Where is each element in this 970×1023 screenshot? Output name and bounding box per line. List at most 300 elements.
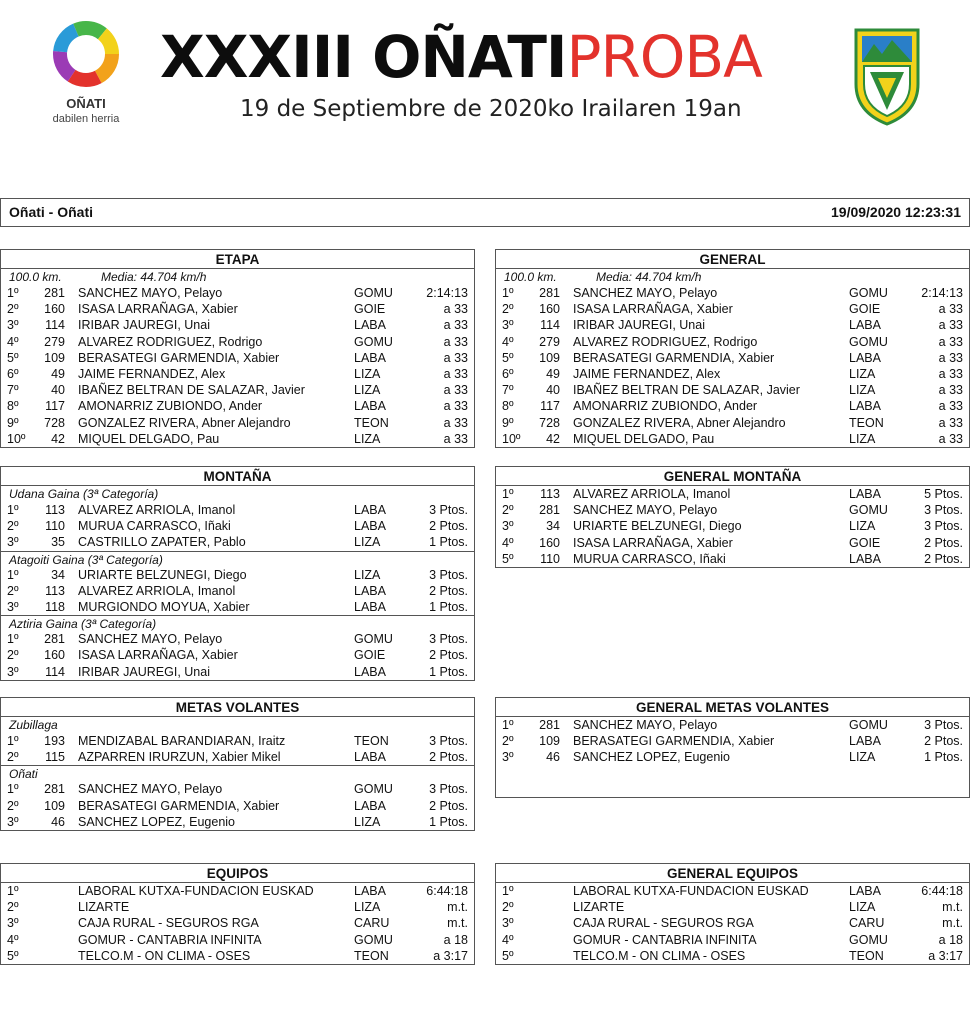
row-team: LIZA bbox=[849, 519, 876, 534]
row-value: a 33 bbox=[443, 399, 468, 414]
row-team: LIZA bbox=[849, 900, 876, 915]
row-value: a 33 bbox=[443, 415, 468, 430]
onati-logo-tag: dabilen herria bbox=[52, 113, 120, 125]
table-row bbox=[496, 749, 969, 765]
row-position: 3º bbox=[502, 318, 514, 333]
row-position: 2º bbox=[502, 302, 514, 317]
row-position: 1º bbox=[502, 884, 514, 898]
table-row bbox=[1, 415, 474, 431]
row-value: a 33 bbox=[443, 302, 468, 317]
row-name: MURUA CARRASCO, Iñaki bbox=[573, 551, 726, 566]
race-title bbox=[160, 22, 840, 92]
table-row bbox=[1, 301, 474, 317]
row-bib-number: 109 bbox=[44, 798, 65, 813]
general-distance: 100.0 km. bbox=[504, 270, 557, 284]
table-row bbox=[1, 948, 474, 964]
etapa-table bbox=[0, 249, 475, 448]
row-name: MIQUEL DELGADO, Pau bbox=[573, 431, 715, 446]
row-value: a 33 bbox=[938, 334, 963, 349]
onati-logo bbox=[46, 18, 126, 133]
row-bib-number: 49 bbox=[546, 366, 560, 381]
row-bib-number: 34 bbox=[546, 519, 560, 534]
row-position: 1º bbox=[502, 487, 514, 501]
row-team: LIZA bbox=[849, 431, 876, 446]
row-value: 3 Ptos. bbox=[429, 632, 468, 647]
row-position: 2º bbox=[7, 302, 19, 317]
onati-ring-icon bbox=[50, 18, 122, 90]
row-team: LABA bbox=[354, 599, 386, 614]
row-value: m.t. bbox=[447, 900, 468, 915]
row-value: 3 Ptos. bbox=[924, 519, 963, 534]
row-position: 1º bbox=[502, 286, 514, 300]
row-team: TEON bbox=[354, 734, 389, 748]
row-team: LABA bbox=[354, 884, 386, 898]
row-name: CAJA RURAL - SEGUROS RGA bbox=[573, 916, 754, 931]
row-position: 1º bbox=[502, 718, 514, 732]
row-team: LABA bbox=[849, 350, 881, 365]
row-value: 1 Ptos. bbox=[429, 599, 468, 614]
row-team: LABA bbox=[849, 487, 881, 501]
table-row bbox=[496, 382, 969, 398]
row-position: 1º bbox=[7, 782, 19, 797]
row-bib-number: 109 bbox=[539, 350, 560, 365]
row-name: IBAÑEZ BELTRAN DE SALAZAR, Javier bbox=[573, 383, 800, 398]
row-team: LABA bbox=[354, 503, 386, 517]
row-name: ALVAREZ ARRIOLA, Imanol bbox=[573, 487, 731, 501]
row-team: TEON bbox=[849, 415, 884, 430]
row-value: 3 Ptos. bbox=[429, 734, 468, 748]
table-row bbox=[496, 733, 969, 749]
row-name: ALVAREZ RODRIGUEZ, Rodrigo bbox=[573, 334, 758, 349]
row-name: ALVAREZ ARRIOLA, Imanol bbox=[78, 583, 236, 598]
group-label: Udana Gaina (3ª Categoría) bbox=[9, 487, 159, 501]
row-team: GOMU bbox=[849, 932, 888, 947]
row-team: LABA bbox=[849, 399, 881, 414]
row-name: SANCHEZ MAYO, Pelayo bbox=[78, 286, 223, 300]
row-bib-number: 113 bbox=[45, 583, 65, 598]
row-position: 2º bbox=[7, 583, 19, 598]
row-position: 8º bbox=[7, 399, 19, 414]
row-name: SANCHEZ MAYO, Pelayo bbox=[573, 718, 718, 732]
row-team: GOIE bbox=[354, 648, 386, 663]
table-row bbox=[496, 317, 969, 333]
row-position: 2º bbox=[7, 750, 19, 765]
table-row bbox=[496, 932, 969, 948]
group-label: Zubillaga bbox=[9, 718, 58, 732]
row-name: ALVAREZ RODRIGUEZ, Rodrigo bbox=[78, 334, 263, 349]
row-value: m.t. bbox=[447, 916, 468, 931]
row-position: 5º bbox=[502, 551, 514, 566]
table-row bbox=[496, 915, 969, 931]
row-team: GOMU bbox=[849, 286, 888, 300]
table-row bbox=[1, 664, 474, 680]
row-name: IRIBAR JAUREGI, Unai bbox=[573, 318, 705, 333]
row-name: JAIME FERNANDEZ, Alex bbox=[78, 366, 226, 381]
montana-title: MONTAÑA bbox=[1, 467, 474, 486]
row-value: 6:44:18 bbox=[426, 884, 468, 898]
row-position: 5º bbox=[502, 948, 514, 963]
row-value: a 33 bbox=[938, 415, 963, 430]
row-team: LIZA bbox=[849, 383, 876, 398]
row-position: 3º bbox=[502, 916, 514, 931]
row-name: AZPARREN IRURZUN, Xabier Mikel bbox=[78, 750, 281, 765]
table-row bbox=[1, 567, 474, 583]
row-value: a 33 bbox=[938, 431, 963, 446]
row-position: 6º bbox=[7, 366, 19, 381]
row-position: 5º bbox=[7, 350, 19, 365]
row-value: 1 Ptos. bbox=[429, 664, 468, 679]
row-bib-number: 40 bbox=[546, 383, 560, 398]
etapa-distance: 100.0 km. bbox=[9, 270, 62, 284]
route-bar bbox=[0, 198, 970, 227]
row-name: TELCO.M - ON CLIMA - OSES bbox=[78, 948, 251, 963]
row-team: LABA bbox=[354, 318, 386, 333]
row-bib-number: 281 bbox=[539, 286, 560, 300]
row-team: LABA bbox=[354, 350, 386, 365]
row-position: 2º bbox=[7, 648, 19, 663]
row-value: 2 Ptos. bbox=[429, 519, 468, 534]
row-value: 5 Ptos. bbox=[924, 487, 963, 501]
general-equipos-title: GENERAL EQUIPOS bbox=[496, 864, 969, 883]
row-name: SANCHEZ MAYO, Pelayo bbox=[573, 503, 718, 518]
row-name: ISASA LARRAÑAGA, Xabier bbox=[573, 535, 733, 550]
row-name: ALVAREZ ARRIOLA, Imanol bbox=[78, 503, 236, 517]
row-name: LABORAL KUTXA-FUNDACION EUSKAD bbox=[78, 884, 314, 898]
row-value: a 33 bbox=[443, 318, 468, 333]
table-row bbox=[1, 334, 474, 350]
row-value: a 33 bbox=[938, 350, 963, 365]
equipos-table bbox=[0, 863, 475, 965]
race-date: 19 de Septiembre de 2020ko Irailaren 19an bbox=[240, 96, 742, 122]
row-name: MURUA CARRASCO, Iñaki bbox=[78, 519, 231, 534]
table-row bbox=[496, 334, 969, 350]
row-position: 7º bbox=[502, 383, 514, 398]
row-name: IRIBAR JAUREGI, Unai bbox=[78, 318, 210, 333]
row-value: 1 Ptos. bbox=[429, 535, 468, 550]
row-position: 5º bbox=[7, 948, 19, 963]
row-value: 2 Ptos. bbox=[924, 535, 963, 550]
row-name: GONZALEZ RIVERA, Abner Alejandro bbox=[78, 415, 291, 430]
row-bib-number: 40 bbox=[51, 383, 65, 398]
row-value: 3 Ptos. bbox=[429, 503, 468, 517]
row-position: 1º bbox=[7, 734, 19, 748]
row-position: 8º bbox=[502, 399, 514, 414]
row-value: a 33 bbox=[938, 302, 963, 317]
row-value: 3 Ptos. bbox=[429, 782, 468, 797]
table-row bbox=[1, 398, 474, 414]
row-bib-number: 118 bbox=[45, 599, 65, 614]
group-label: Aztiria Gaina (3ª Categoría) bbox=[1, 615, 474, 631]
row-value: 2 Ptos. bbox=[429, 750, 468, 765]
row-value: 2 Ptos. bbox=[429, 583, 468, 598]
row-bib-number: 42 bbox=[51, 431, 65, 446]
row-value: 2 Ptos. bbox=[429, 648, 468, 663]
table-row bbox=[496, 518, 969, 534]
row-bib-number: 110 bbox=[45, 519, 65, 534]
row-value: a 18 bbox=[938, 932, 963, 947]
row-name: GOMUR - CANTABRIA INFINITA bbox=[78, 932, 262, 947]
row-team: CARU bbox=[354, 916, 390, 931]
row-value: 3 Ptos. bbox=[924, 718, 963, 732]
table-row bbox=[1, 883, 474, 899]
row-name: BERASATEGI GARMENDIA, Xabier bbox=[573, 350, 775, 365]
row-position: 4º bbox=[502, 334, 514, 349]
row-value: 1 Ptos. bbox=[429, 814, 468, 829]
row-team: LIZA bbox=[354, 366, 381, 381]
row-name: GONZALEZ RIVERA, Abner Alejandro bbox=[573, 415, 786, 430]
table-row bbox=[1, 647, 474, 663]
row-team: LIZA bbox=[849, 750, 876, 765]
row-position: 9º bbox=[7, 415, 19, 430]
table-row bbox=[496, 415, 969, 431]
row-team: GOMU bbox=[354, 632, 393, 647]
onati-logo-name: OÑATI bbox=[66, 96, 106, 111]
row-team: LABA bbox=[849, 734, 881, 749]
row-value: a 33 bbox=[443, 366, 468, 381]
row-team: GOMU bbox=[849, 718, 888, 732]
row-position: 2º bbox=[502, 503, 514, 518]
row-value: 2 Ptos. bbox=[924, 734, 963, 749]
row-team: LIZA bbox=[849, 366, 876, 381]
row-name: GOMUR - CANTABRIA INFINITA bbox=[573, 932, 757, 947]
row-position: 7º bbox=[7, 383, 19, 398]
table-row bbox=[1, 599, 474, 615]
row-position: 4º bbox=[7, 334, 19, 349]
route-name: Oñati - Oñati bbox=[9, 204, 93, 220]
group-label: Oñati bbox=[1, 765, 474, 781]
row-name: BERASATEGI GARMENDIA, Xabier bbox=[78, 350, 280, 365]
table-row bbox=[496, 301, 969, 317]
row-bib-number: 109 bbox=[44, 350, 65, 365]
row-bib-number: 114 bbox=[45, 664, 65, 679]
row-bib-number: 34 bbox=[51, 567, 65, 582]
row-name: SANCHEZ MAYO, Pelayo bbox=[573, 286, 718, 300]
table-row bbox=[496, 285, 969, 301]
row-bib-number: 728 bbox=[44, 415, 65, 430]
row-bib-number: 49 bbox=[51, 366, 65, 381]
table-row bbox=[496, 551, 969, 567]
row-name: ISASA LARRAÑAGA, Xabier bbox=[78, 648, 238, 663]
row-position: 10º bbox=[502, 431, 521, 446]
row-name: IRIBAR JAUREGI, Unai bbox=[78, 664, 210, 679]
row-position: 4º bbox=[502, 535, 514, 550]
row-value: 3 Ptos. bbox=[924, 503, 963, 518]
row-bib-number: 279 bbox=[539, 334, 560, 349]
row-team: TEON bbox=[354, 415, 389, 430]
row-position: 2º bbox=[7, 798, 19, 813]
table-row bbox=[496, 899, 969, 915]
row-value: a 33 bbox=[938, 383, 963, 398]
row-position: 3º bbox=[7, 814, 19, 829]
row-bib-number: 113 bbox=[45, 503, 65, 517]
row-value: m.t. bbox=[942, 916, 963, 931]
table-row bbox=[1, 317, 474, 333]
row-bib-number: 279 bbox=[44, 334, 65, 349]
metas-volantes-table bbox=[0, 697, 475, 831]
table-row bbox=[1, 350, 474, 366]
row-position: 1º bbox=[7, 884, 19, 898]
row-position: 3º bbox=[7, 318, 19, 333]
row-position: 3º bbox=[7, 664, 19, 679]
table-row bbox=[1, 502, 474, 518]
general-equipos-table bbox=[495, 863, 970, 965]
row-name: TELCO.M - ON CLIMA - OSES bbox=[573, 948, 746, 963]
row-team: LIZA bbox=[354, 383, 381, 398]
table-row bbox=[1, 631, 474, 647]
row-position: 4º bbox=[502, 932, 514, 947]
row-name: MURGIONDO MOYUA, Xabier bbox=[78, 599, 250, 614]
row-team: LABA bbox=[354, 399, 386, 414]
table-row bbox=[1, 932, 474, 948]
row-name: AMONARRIZ ZUBIONDO, Ander bbox=[573, 399, 758, 414]
row-bib-number: 281 bbox=[539, 718, 560, 732]
row-value: a 33 bbox=[443, 431, 468, 446]
row-value: a 3:17 bbox=[433, 948, 468, 963]
row-value: a 33 bbox=[938, 399, 963, 414]
row-team: LIZA bbox=[354, 535, 381, 550]
page-header bbox=[0, 0, 970, 150]
row-value: 1 Ptos. bbox=[924, 750, 963, 765]
general-table bbox=[495, 249, 970, 448]
row-team: GOMU bbox=[354, 782, 393, 797]
row-position: 1º bbox=[7, 632, 19, 647]
row-name: URIARTE BELZUNEGI, Diego bbox=[78, 567, 247, 582]
row-name: IBAÑEZ BELTRAN DE SALAZAR, Javier bbox=[78, 383, 305, 398]
row-position: 1º bbox=[7, 503, 19, 517]
row-bib-number: 110 bbox=[540, 551, 560, 566]
row-team: GOIE bbox=[354, 302, 386, 317]
row-position: 5º bbox=[502, 350, 514, 365]
table-row bbox=[1, 814, 474, 830]
row-position: 2º bbox=[502, 734, 514, 749]
row-name: MENDIZABAL BARANDIARAN, Iraitz bbox=[78, 734, 286, 748]
table-row bbox=[496, 350, 969, 366]
row-name: JAIME FERNANDEZ, Alex bbox=[573, 366, 721, 381]
row-team: TEON bbox=[354, 948, 389, 963]
row-position: 3º bbox=[7, 599, 19, 614]
row-name: BERASATEGI GARMENDIA, Xabier bbox=[573, 734, 775, 749]
row-bib-number: 46 bbox=[51, 814, 65, 829]
row-team: LABA bbox=[354, 750, 386, 765]
row-value: a 33 bbox=[443, 350, 468, 365]
row-bib-number: 113 bbox=[540, 487, 560, 501]
table-row bbox=[496, 398, 969, 414]
row-team: CARU bbox=[849, 916, 885, 931]
row-bib-number: 114 bbox=[45, 318, 65, 333]
row-name: ISASA LARRAÑAGA, Xabier bbox=[573, 302, 733, 317]
row-value: a 33 bbox=[938, 366, 963, 381]
row-bib-number: 160 bbox=[539, 535, 560, 550]
row-bib-number: 109 bbox=[539, 734, 560, 749]
row-position: 10º bbox=[7, 431, 26, 446]
row-position: 2º bbox=[502, 900, 514, 915]
row-bib-number: 281 bbox=[44, 286, 65, 300]
general-metas-volantes-table bbox=[495, 697, 970, 798]
table-row bbox=[496, 431, 969, 447]
row-name: MIQUEL DELGADO, Pau bbox=[78, 431, 220, 446]
race-title-proba: PROBA bbox=[566, 23, 762, 91]
row-position: 3º bbox=[7, 916, 19, 931]
table-row bbox=[496, 535, 969, 551]
row-name: SANCHEZ MAYO, Pelayo bbox=[78, 782, 223, 797]
row-team: TEON bbox=[849, 948, 884, 963]
row-team: LABA bbox=[849, 318, 881, 333]
row-team: LIZA bbox=[354, 431, 381, 446]
row-name: SANCHEZ LOPEZ, Eugenio bbox=[573, 750, 731, 765]
route-datetime: 19/09/2020 12:23:31 bbox=[831, 204, 961, 220]
row-team: GOMU bbox=[354, 932, 393, 947]
row-bib-number: 46 bbox=[546, 750, 560, 765]
row-team: LABA bbox=[849, 551, 881, 566]
row-name: ISASA LARRAÑAGA, Xabier bbox=[78, 302, 238, 317]
general-montana-title: GENERAL MONTAÑA bbox=[496, 467, 969, 486]
montana-table bbox=[0, 466, 475, 681]
table-row bbox=[1, 733, 474, 749]
row-value: 2 Ptos. bbox=[924, 551, 963, 566]
row-team: LIZA bbox=[354, 900, 381, 915]
club-shield-icon bbox=[852, 26, 922, 128]
row-bib-number: 117 bbox=[45, 399, 65, 414]
row-name: LIZARTE bbox=[573, 900, 625, 915]
row-position: 6º bbox=[502, 366, 514, 381]
row-name: LABORAL KUTXA-FUNDACION EUSKAD bbox=[573, 884, 809, 898]
row-position: 3º bbox=[502, 519, 514, 534]
row-bib-number: 160 bbox=[44, 648, 65, 663]
club-shield-logo bbox=[852, 26, 922, 128]
general-montana-table bbox=[495, 466, 970, 568]
row-team: LABA bbox=[354, 519, 386, 534]
row-bib-number: 42 bbox=[546, 431, 560, 446]
row-bib-number: 281 bbox=[44, 782, 65, 797]
row-value: 2 Ptos. bbox=[429, 798, 468, 813]
row-team: GOMU bbox=[354, 286, 393, 300]
table-row bbox=[496, 366, 969, 382]
row-team: LABA bbox=[849, 884, 881, 898]
table-row bbox=[1, 366, 474, 382]
table-row bbox=[496, 883, 969, 899]
table-row bbox=[1, 899, 474, 915]
general-media: Media: 44.704 km/h bbox=[596, 270, 702, 284]
row-position: 1º bbox=[7, 286, 19, 300]
row-position: 3º bbox=[502, 750, 514, 765]
table-row bbox=[1, 583, 474, 599]
row-team: LIZA bbox=[354, 567, 381, 582]
etapa-subheader bbox=[1, 269, 474, 285]
row-team: LABA bbox=[354, 664, 386, 679]
table-row bbox=[496, 502, 969, 518]
etapa-media: Media: 44.704 km/h bbox=[101, 270, 207, 284]
row-position: 3º bbox=[7, 535, 19, 550]
table-row bbox=[1, 518, 474, 534]
metas-volantes-title: METAS VOLANTES bbox=[1, 698, 474, 717]
row-position: 1º bbox=[7, 567, 19, 582]
general-metas-volantes-title: GENERAL METAS VOLANTES bbox=[496, 698, 969, 717]
table-row bbox=[496, 717, 969, 733]
row-value: a 3:17 bbox=[928, 948, 963, 963]
row-position: 9º bbox=[502, 415, 514, 430]
row-team: LABA bbox=[354, 798, 386, 813]
row-bib-number: 115 bbox=[45, 750, 65, 765]
row-bib-number: 35 bbox=[51, 535, 65, 550]
general-subheader bbox=[496, 269, 969, 285]
row-team: GOMU bbox=[849, 503, 888, 518]
row-bib-number: 117 bbox=[540, 399, 560, 414]
row-name: LIZARTE bbox=[78, 900, 130, 915]
row-value: a 33 bbox=[443, 383, 468, 398]
row-name: AMONARRIZ ZUBIONDO, Ander bbox=[78, 399, 263, 414]
row-team: GOIE bbox=[849, 302, 881, 317]
row-team: GOMU bbox=[849, 334, 888, 349]
